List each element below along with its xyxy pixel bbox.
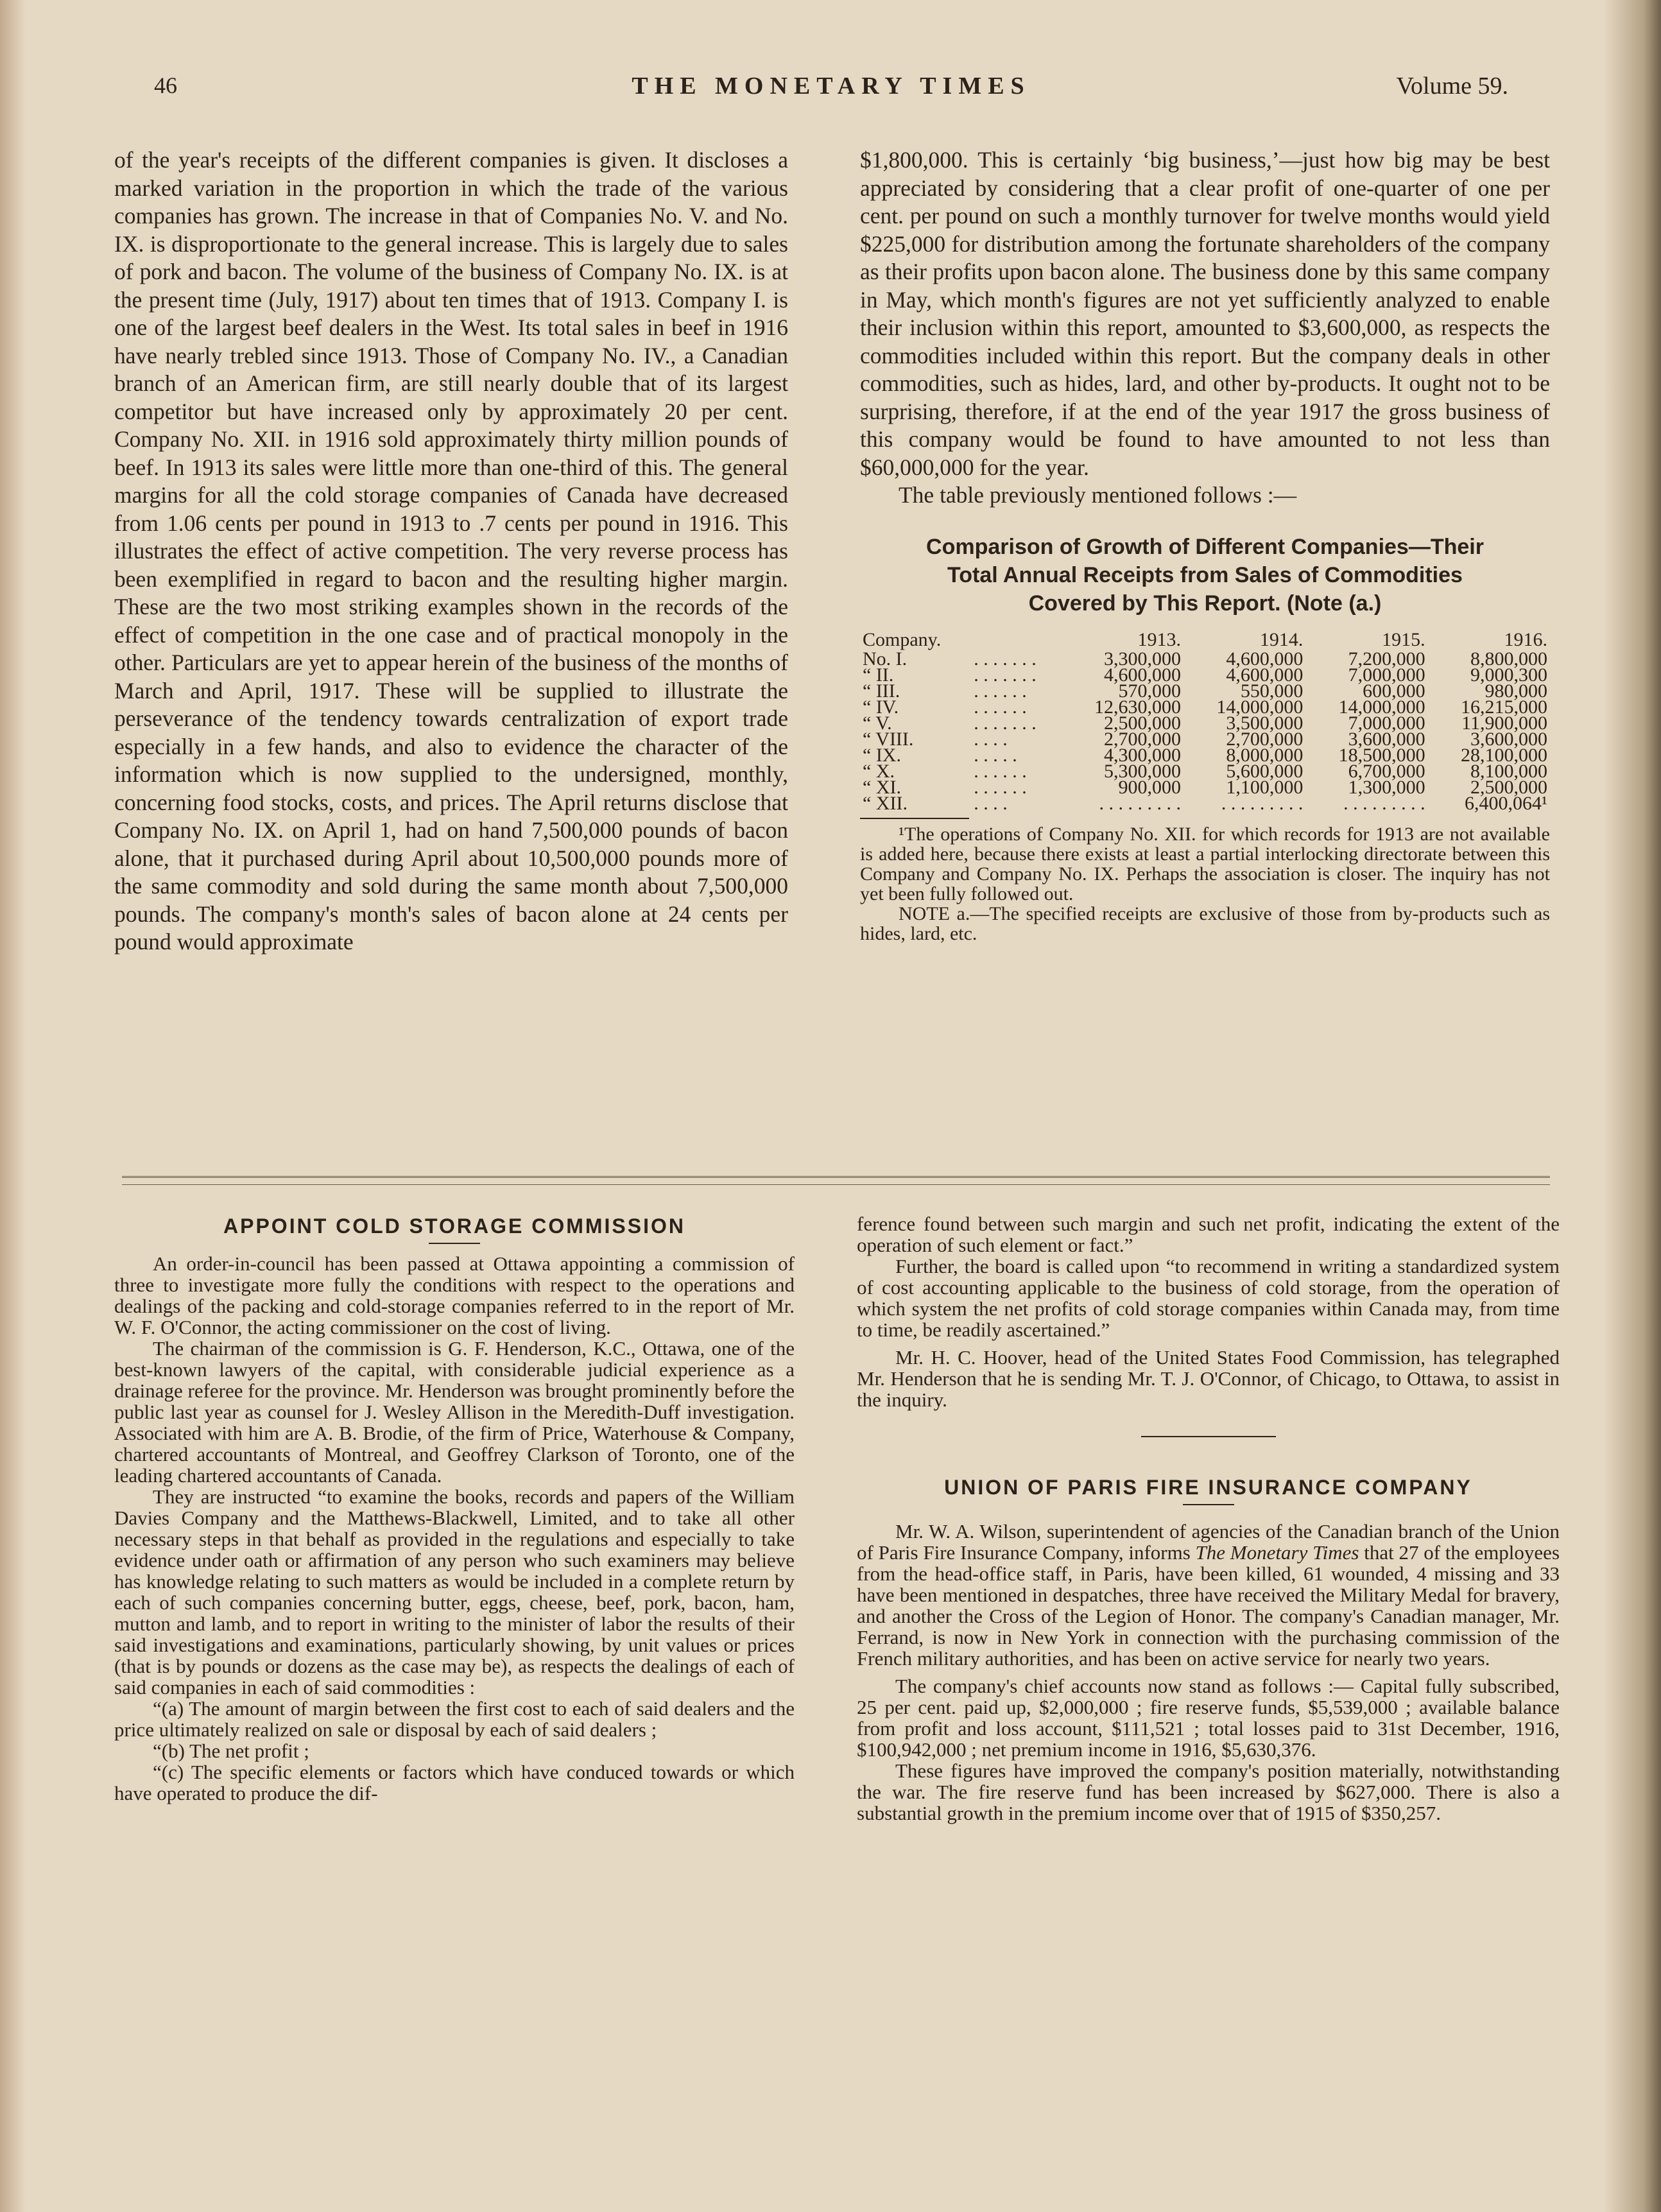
table-title-line: Comparison of Growth of Different Companies—Their <box>926 534 1484 559</box>
body-paragraph: ference found between such margin and such net profit, indicating the extent of the operation of such element or fact.” <box>857 1213 1560 1256</box>
leader-dots: . . . . . . . <box>974 664 1037 686</box>
leader-dots: . . . . . . <box>974 680 1027 702</box>
value-cell: . . . . . . . . . <box>1221 792 1304 814</box>
body-paragraph: They are instructed “to examine the books, records and papers of the William Davies Company and the Matthews-Blackwell, Limited, and to take all other necessary steps in that behalf as provided in the regulations and especially to take evidence under oath or affirmation of any person who such examiners may believe has knowledge relating to such matters as would be included in a complete return by each of such companies concerning butter, eggs, cheese, beef, pork, bacon, ham, mutton and lamb, and to report in writing to the minister of labor the results of their said investigations and examinations, particularly showing, by unit values or prices (that is by pounds or dozens as the case may be), as respects the dealings of each of said companies in each of said commodities : <box>114 1485 795 1698</box>
body-paragraph: “(b) The net profit ; <box>153 1740 309 1762</box>
value-cell: 6,400,064¹ <box>1465 792 1547 814</box>
leader-dots: . . . . . . <box>974 776 1027 798</box>
column-top-left <box>114 146 788 956</box>
text-run: that 27 of the employees from the head-office staff, in Paris, have been killed, 61 wounded, 4 missing and 33 have been mentioned in despatches, three have received the Military Medal for bravery, and another the Cross of the Legion of Honor. The company's Canadian manager, Mr. Ferrand, is now in New York in connection with the purchasing commission of the French military authorities, and has been on active service for nearly two years. <box>857 1541 1560 1670</box>
leader-dots: . . . . . . <box>974 760 1027 782</box>
section-heading: UNION OF PARIS FIRE INSURANCE COMPANY <box>944 1476 1472 1499</box>
value-cell: 3,500,000 <box>1226 712 1304 734</box>
value-cell: 600,000 <box>1363 680 1425 702</box>
value-cell: 2,700,000 <box>1226 728 1304 750</box>
value-cell: 28,100,000 <box>1461 744 1547 766</box>
value-cell: 14,000,000 <box>1338 696 1425 718</box>
table-row <box>860 651 1550 667</box>
value-cell: 3,300,000 <box>1104 648 1182 670</box>
body-paragraph: An order-in-council has been passed at Ottawa appointing a commission of three to investigate more fully the conditions with respect to the operations and dealings of the packing and cold-storage companies referred to in the report of Mr. W. F. O'Connor, the acting commissioner on the cost of living. <box>114 1252 795 1338</box>
body-paragraph: “(c) The specific elements or factors which have conduced towards or which have operated to produce the dif- <box>114 1761 795 1804</box>
value-cell: 550,000 <box>1240 680 1304 702</box>
value-cell: 2,700,000 <box>1104 728 1182 750</box>
running-header <box>154 72 1508 110</box>
text-run: Mr. W. A. Wilson, superintendent of agencies of the Canadian branch of the Union of Paris Fire Insurance Company, informs <box>857 1520 1560 1564</box>
company-cell: “ III. <box>863 680 900 702</box>
body-paragraph: The chairman of the commission is G. F. Henderson, K.C., Ottawa, one of the best-known lawyers of the capital, with considerable judicial experience as a drainage referee for the province. Mr. Henderson was brought prominently before the public last year as counsel for J. Wesley Allison in the Meredith-Duff investigation. Associated with him are A. B. Brodie, of the firm of Price, Waterhouse & Company, chartered accountants of Montreal, and Geoffrey Clarkson of Toronto, one of the leading chartered accountants of Canada. <box>114 1337 795 1487</box>
table-header-row <box>860 629 1550 651</box>
column-header: 1914. <box>1259 628 1304 650</box>
value-cell: 7,000,000 <box>1348 712 1425 734</box>
value-cell: . . . . . . . . . <box>1343 792 1425 814</box>
table-row <box>860 763 1550 779</box>
body-paragraph: These figures have improved the company's position materially, notwithstanding the war. The fire reserve fund has been increased by $627,000. There is also a substantial growth in the premium income over that of 1915 of $350,257. <box>857 1759 1560 1824</box>
value-cell: 3,600,000 <box>1470 728 1547 750</box>
table-note: NOTE a.—The specified receipts are exclusive of those from by-products such as hides, lard, etc. <box>860 903 1550 944</box>
body-paragraph: $1,800,000. This is certainly ‘big business,’—just how big may be best appreciated by considering that a clear profit of one-quarter of one per cent. per pound on such a monthly turnover for twelve months would yield $225,000 for distribution among the fortunate shareholders of the company as their profits upon bacon alone. The business done by this same company in May, which month's figures are not yet sufficiently analyzed to enable their inclusion within this report, amounted to $3,600,000, as respects the commodities included within this report. But the company deals in other commodities, such as hides, lard, and other by-products. It ought not to be surprising, therefore, if at the end of the year 1917 the gross business of this company would be found to have amounted to not less than $60,000,000 for the year. <box>860 147 1550 480</box>
company-cell: No. I. <box>863 648 908 670</box>
table-footnote: ¹The operations of Company No. XII. for which records for 1913 are not available is added here, because there exists at least a partial interlocking directorate between this Company and Company No. IX. Perhaps the association is closer. The inquiry has not yet been fully followed out. <box>860 823 1550 904</box>
value-cell: 6,700,000 <box>1348 760 1425 782</box>
body-paragraph: The company's chief accounts now stand as follows :— Capital fully subscribed, 25 per cent. paid up, $2,000,000 ; fire reserve funds, $5,539,000 ; available balance from profit and loss account, $111,521 ; total losses paid to 31st December, 1916, $100,942,000 ; net premium income in 1916, $5,630,376. <box>857 1675 1560 1761</box>
column-header: Company. <box>863 628 942 650</box>
table-row <box>860 699 1550 715</box>
table-title-line: Covered by This Report. (Note (a.) <box>1028 591 1382 616</box>
value-cell: 4,300,000 <box>1104 744 1182 766</box>
leader-dots: . . . . . . . <box>974 648 1037 670</box>
value-cell: 8,100,000 <box>1470 760 1547 782</box>
leader-dots: . . . . <box>974 792 1008 814</box>
value-cell: 12,630,000 <box>1094 696 1182 718</box>
body-paragraph: of the year's receipts of the different companies is given. It discloses a marked variation in the proportion in which the trade of the various companies has grown. The increase in that of Companies No. V. and No. IX. is disproportionate to the general increase. This is largely due to sales of pork and bacon. The volume of the business of Company No. IX. is at the present time (July, 1917) about ten times that of 1913. Company I. is one of the largest beef dealers in the West. Its total sales in beef in 1916 have nearly trebled since 1913. Those of Company No. IV., a Canadian branch of an American firm, are still nearly double that of its largest competitor but have increased only by approximately 20 per cent. Company No. XII. in 1916 sold approximately thirty million pounds of beef. In 1913 its sales were little more than one-third of this. The general margins for all the cold storage companies of Canada have decreased from 1.06 cents per pound in 1913 to .7 cents per pound in 1916. This illustrates the effect of active competition. The very reverse process has been exemplified in regard to bacon and the resulting higher margin. These are the two most striking examples shown in the records of the effect of competition in the one case and of practical monopoly in the other. Particulars are yet to appear herein of the business of the months of March and April, 1917. These will be supplied to illustrate the perseverance of the tendency towards centralization of export trade especially in a few hands, and also to evidence the character of the information which is now supplied to the undersigned, monthly, concerning food stocks, costs, and prices. The April returns disclose that Company No. IX. on April 1, had on hand 7,500,000 pounds of bacon alone, that it purchased during April about 10,500,000 pounds more of the same commodity and sold during the same month about 7,500,000 pounds. The company's month's sales of bacon alone at 24 cents per pound would approximate <box>114 147 788 955</box>
body-paragraph <box>857 1521 1560 1669</box>
value-cell: 570,000 <box>1118 680 1182 702</box>
value-cell: 5,300,000 <box>1104 760 1182 782</box>
table-row <box>860 667 1550 683</box>
leader-dots: . . . . . . <box>974 696 1027 718</box>
column-bottom-right <box>857 1213 1560 1824</box>
value-cell: 8,000,000 <box>1226 744 1304 766</box>
page-number: 46 <box>154 73 177 98</box>
column-header: 1913. <box>1137 628 1182 650</box>
table-row <box>860 715 1550 731</box>
value-cell: 7,200,000 <box>1348 648 1425 670</box>
company-cell: “ VIII. <box>863 728 914 750</box>
table-row <box>860 779 1550 795</box>
table-body <box>860 648 1550 814</box>
company-cell: “ V. <box>863 712 892 734</box>
value-cell: 16,215,000 <box>1461 696 1547 718</box>
value-cell: 4,600,000 <box>1104 664 1182 686</box>
value-cell: 2,500,000 <box>1104 712 1182 734</box>
table-row <box>860 731 1550 747</box>
company-cell: “ XI. <box>863 776 901 798</box>
company-cell: “ IX. <box>863 744 901 766</box>
value-cell: 18,500,000 <box>1338 744 1425 766</box>
leader-dots: . . . . <box>974 728 1008 750</box>
body-paragraph: Further, the board is called upon “to recommend in writing a standardized system of cost accounting applicable to the business of cold storage, from the operation of which system the net profits of cold storage companies within Canada may, from time to time, be readily ascertained.” <box>857 1255 1560 1341</box>
comparison-table <box>860 628 1550 814</box>
value-cell: 5,600,000 <box>1226 760 1304 782</box>
table-title <box>860 533 1550 618</box>
value-cell: 4,600,000 <box>1226 664 1304 686</box>
table-row <box>860 683 1550 699</box>
article-separator <box>1141 1436 1276 1437</box>
company-cell: “ XII. <box>863 792 908 814</box>
company-cell: “ IV. <box>863 696 899 718</box>
section-heading: APPOINT COLD STORAGE COMMISSION <box>223 1214 685 1238</box>
column-header: 1915. <box>1382 628 1425 650</box>
value-cell: 14,000,000 <box>1216 696 1304 718</box>
publication-title: THE MONETARY TIMES <box>632 73 1031 99</box>
page-shadow-left <box>0 0 26 2212</box>
body-paragraph: “(a) The amount of margin between the first cost to each of said dealers and the price ultimately realized on sale or disposal by each of said dealers ; <box>114 1697 795 1741</box>
leader-dots: . . . . . <box>974 744 1017 766</box>
volume-label: Volume 59. <box>1396 73 1508 99</box>
value-cell: 1,300,000 <box>1348 776 1425 798</box>
value-cell: 1,100,000 <box>1226 776 1304 798</box>
value-cell: 9,000,300 <box>1470 664 1547 686</box>
value-cell: 8,800,000 <box>1470 648 1547 670</box>
value-cell: 11,900,000 <box>1461 712 1547 734</box>
page-binding-shadow <box>1603 0 1661 2212</box>
value-cell: 900,000 <box>1118 776 1182 798</box>
column-header: 1916. <box>1504 628 1547 650</box>
value-cell: 3,600,000 <box>1348 728 1425 750</box>
column-top-right <box>860 146 1550 944</box>
table-title-line: Total Annual Receipts from Sales of Commodities <box>947 562 1463 587</box>
value-cell: 980,000 <box>1485 680 1547 702</box>
company-cell: “ II. <box>863 664 894 686</box>
publication-name: The Monetary Times <box>1195 1541 1359 1564</box>
footnote-rule <box>860 818 969 819</box>
table-row <box>860 747 1550 763</box>
company-cell: “ X. <box>863 760 895 782</box>
value-cell: 4,600,000 <box>1226 648 1304 670</box>
leader-dots: . . . . . . . <box>974 712 1037 734</box>
column-bottom-left <box>114 1213 795 1804</box>
value-cell: . . . . . . . . . <box>1099 792 1182 814</box>
value-cell: 7,000,000 <box>1348 664 1425 686</box>
section-divider <box>122 1176 1550 1185</box>
value-cell: 2,500,000 <box>1470 776 1547 798</box>
body-paragraph: Mr. H. C. Hoover, head of the United States Food Commission, has telegraphed Mr. Henderson that he is sending Mr. T. J. O'Connor, of Chicago, to Ottawa, to assist in the inquiry. <box>857 1346 1560 1411</box>
body-paragraph: The table previously mentioned follows :— <box>899 482 1297 508</box>
table-row <box>860 795 1550 811</box>
heading-rule <box>1183 1504 1234 1505</box>
heading-rule <box>429 1243 480 1244</box>
